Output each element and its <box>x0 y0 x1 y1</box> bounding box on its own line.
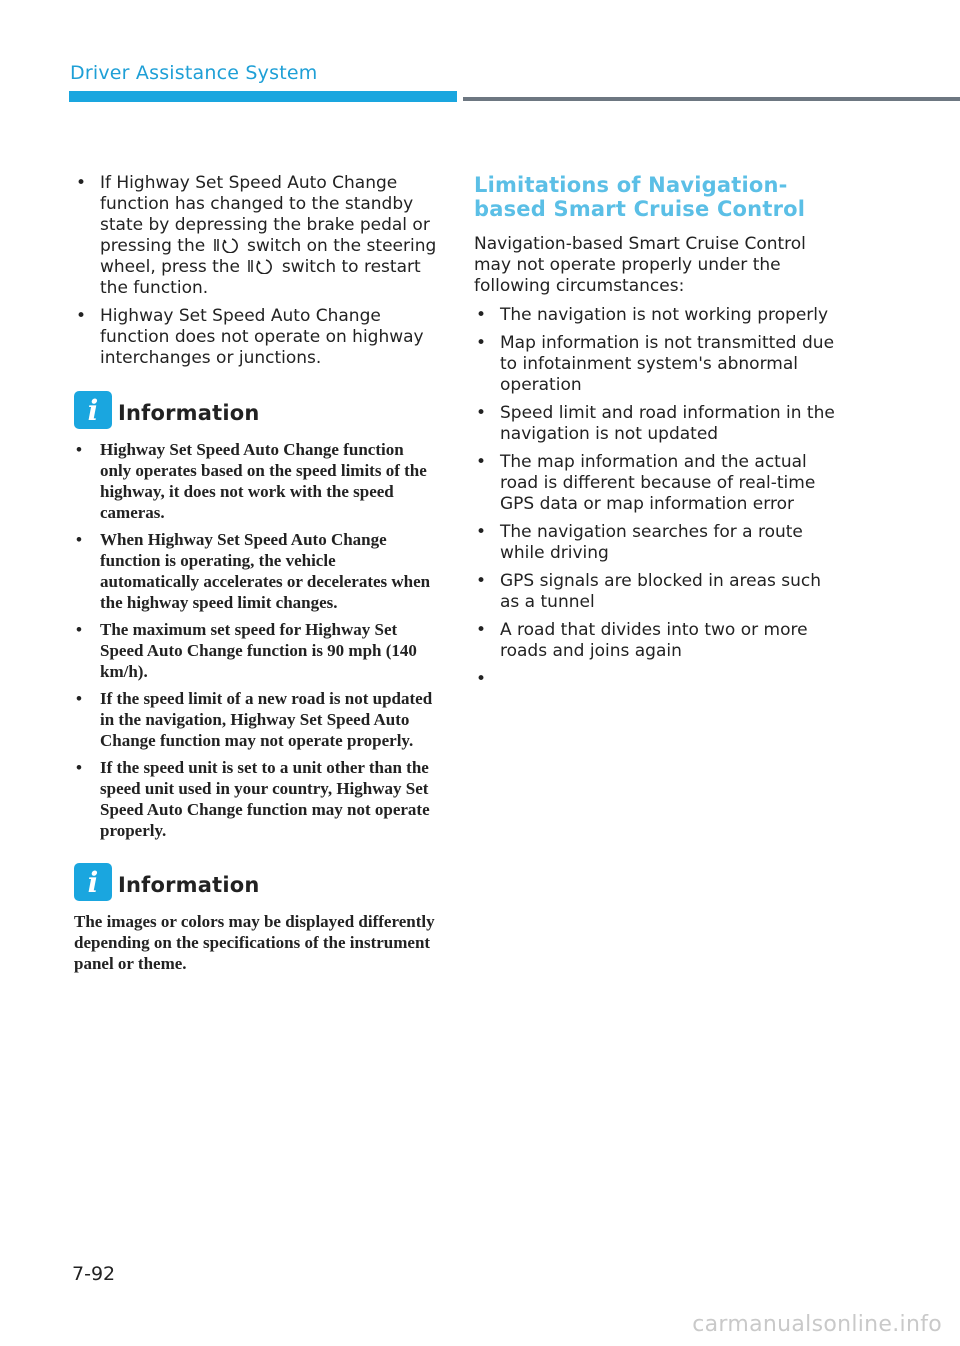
information-icon: i <box>74 391 112 429</box>
bullet-list <box>74 173 439 369</box>
limitations-list <box>474 305 844 662</box>
cruise-switch-icon <box>213 237 239 253</box>
information-note: The images or colors may be displayed differently depending on the specifications of the instrument panel or theme. <box>74 912 435 973</box>
header-rule-gray <box>463 97 960 101</box>
information-heading: i Information <box>74 397 439 429</box>
information-icon: i <box>74 863 112 901</box>
intro-text: Navigation-based Smart Cruise Control may not operate properly under the following circumstances: <box>474 234 806 296</box>
section-heading: Limitations of Navigation-based Smart Cruise Control <box>474 173 806 221</box>
list-item: • The navigation is not working properly <box>474 305 844 326</box>
cruise-switch-icon <box>247 258 273 274</box>
section-header-title: Driver Assistance System <box>70 62 318 84</box>
list-item: • The navigation searches for a route while driving <box>474 522 844 564</box>
list-item: • Map information is not transmitted due to infotainment system's abnormal operation <box>474 333 844 396</box>
list-item: • The maximum set speed for Highway Set Speed Auto Change function is 90 mph (140 km/h). <box>74 619 439 682</box>
list-item: • The map information and the actual road is different because of real-time GPS data or map information error <box>474 452 844 515</box>
page-number: 7-92 <box>72 1263 116 1285</box>
list-item: • Highway Set Speed Auto Change function only operates based on the speed limits of the highway, it does not work with the speed cameras. <box>74 439 439 523</box>
watermark: carmanualsonline.info <box>692 1312 942 1337</box>
list-item: • If Highway Set Speed Auto Change function has changed to the standby state by depressing the brake pedal or pressing the switch on the steering wheel, press the switch to restart the function. <box>74 173 439 299</box>
list-item: • A road that divides into two or more roads and joins again <box>474 620 844 662</box>
right-column <box>474 173 844 669</box>
information-list <box>74 439 439 841</box>
list-item: • Speed limit and road information in the navigation is not updated <box>474 403 844 445</box>
list-item: • If the speed unit is set to a unit other than the speed unit used in your country, Highway Set Speed Auto Change function may not operate properly. <box>74 757 439 841</box>
list-item: • If the speed limit of a new road is not updated in the navigation, Highway Set Speed Auto Change function may not operate properly. <box>74 688 439 751</box>
list-item: • Highway Set Speed Auto Change function does not operate on highway interchanges or junctions. <box>74 306 439 369</box>
list-item: • When Highway Set Speed Auto Change function is operating, the vehicle automatically accelerates or decelerates when the highway speed limit changes. <box>74 529 439 613</box>
header-rule-blue <box>69 91 457 102</box>
left-column <box>74 173 439 974</box>
information-heading: i Information <box>74 869 439 901</box>
list-item: • GPS signals are blocked in areas such as a tunnel <box>474 571 844 613</box>
